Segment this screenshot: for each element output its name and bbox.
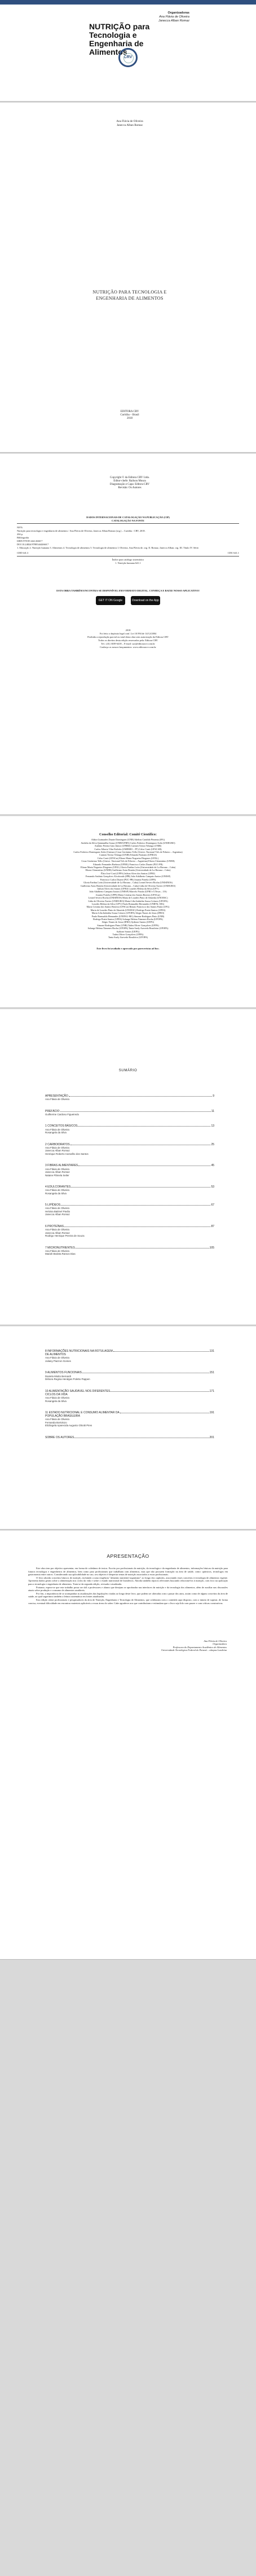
board-member-row: Francisco Carlos Duarte (PUC-PR) Josania Portela (UFPI) bbox=[100, 878, 156, 881]
publisher-name: EDITORA CRV bbox=[120, 410, 139, 413]
credit-line: Revisão: Os Autores bbox=[118, 487, 142, 489]
board-member-row: Antônio Pereira Gaio Júnior (UFRRJ) Carmen Tereza Velanga (UNIR) bbox=[94, 844, 162, 848]
presentation-paragraph: Esta edição reúne profissionais e pesquisadores da área de Nutrição, Engenharia e Tecnologia de Alimentos, que colaboram com o conteúdo aqui disposto, com o intuito de superar, de forma concisa, eventual dificuldade em encontrar materiais aplicáveis a essas áreas do saber. Cabe agradecer aos que contribuíram e estimulam que o livro seja lido com prazer e com críticas construtivas. bbox=[28, 1598, 228, 1605]
signature-line: Universidade Tecnológica Federal do Paraná – câmpus Londrina bbox=[161, 1649, 227, 1652]
toc-entry-author: Rodrigo Henrique Pereira de Souza bbox=[45, 1234, 85, 1238]
legal-note: Proibida a reprodução parcial ou total desta obra sem autorização da Editora CRV bbox=[87, 636, 169, 638]
cip-classification bbox=[17, 551, 239, 557]
toc-leader-dots bbox=[76, 1246, 209, 1248]
editorial-board-page bbox=[0, 816, 256, 1008]
organizers-label: Organizadoras bbox=[167, 11, 189, 15]
board-member-row: Aldira Guimarães Duarte Domínguez (UNB) Adelino Candido Pimenta (IFG) bbox=[91, 838, 165, 842]
toc-entry-author: Janecca Alban Romaz bbox=[45, 1213, 70, 1216]
toc-entry-author: Janecca Alban Romaz bbox=[45, 1231, 70, 1234]
toc-entry-author: Henrique Roberto Carvalho dos Santos bbox=[45, 1152, 89, 1155]
credit-line: Editor-chefe: Railson Moura bbox=[113, 480, 146, 483]
credit-line: Copyright © da Editora CRV Ltda. bbox=[110, 476, 149, 479]
board-member-row: Tadeu Oliver Gonçalves (UFPA) bbox=[112, 933, 144, 936]
credit-line: Diagramação e Capa: Editora CRV bbox=[109, 483, 150, 486]
publisher-city: Curitiba – Brasil bbox=[120, 414, 139, 417]
editorial-board bbox=[28, 833, 228, 950]
toc-entry-label: 8 INFORMAÇÕES NUTRICIONAIS NA ROTULAGEM DE ALIMENTOS bbox=[45, 1350, 113, 1357]
toc-page-2 bbox=[0, 1326, 256, 1530]
board-member-row: Paulo Romualdo Hernandes (UNIFAL-MG) Simone Rodrigues Pinto (UNB) bbox=[91, 914, 165, 918]
app-store-promo bbox=[17, 589, 239, 611]
publisher-info bbox=[101, 410, 158, 420]
cip-header bbox=[17, 516, 239, 524]
toc-entry-author: Mariah Bedeta Ramos Dias bbox=[45, 1252, 76, 1256]
toc-entry-author: Ana Flávia de Oliveira bbox=[45, 1128, 69, 1131]
toc-page-number: 151 bbox=[209, 1371, 214, 1375]
google-play-badge[interactable]: GET IT ON Google Play bbox=[96, 596, 125, 605]
legal-note: Todos os direitos desta edição reservados pela: Editora CRV bbox=[98, 639, 158, 642]
toc-entry-heading bbox=[45, 1142, 214, 1146]
board-member-row: Gloria Fariñas León (Universidade de La Havana – Cuba) Leonel Severo Rocha (UNISINOS) bbox=[83, 881, 173, 884]
toc-leader-dots bbox=[111, 1389, 209, 1392]
toc-page-number: 191 bbox=[209, 1411, 214, 1415]
toc-page-number: 201 bbox=[209, 1435, 214, 1439]
toc-entry-author: Ana Flávia de Oliveira bbox=[45, 1249, 69, 1252]
cip-line: ISBN 978-85-444-2660-7 bbox=[17, 540, 43, 542]
toc-page-number: 105 bbox=[209, 1246, 214, 1250]
board-member-row: Sérgio Nunes de Jesus (IFRO) Sydione Santos (UEPG) bbox=[101, 921, 155, 924]
cip-header-line: CATALOGAÇÃO NA FONTE bbox=[112, 519, 144, 522]
presentation-text bbox=[28, 1567, 228, 1605]
presentation-paragraph: Portanto, espera-se que este trabalho possa ser útil a professores e alunos que desejam se aprofundar nas interfaces da nutrição e da tecnologia dos alimentos, além de auxiliar nas discussões atuais sobre produção e consumo de alimentos saudáveis. bbox=[28, 1585, 228, 1592]
toc-entry[interactable] bbox=[45, 1349, 214, 1363]
toc-page-number: 25 bbox=[211, 1142, 214, 1146]
toc-entry[interactable] bbox=[45, 1435, 214, 1439]
toc-leader-dots bbox=[78, 1163, 210, 1166]
toc-entry[interactable] bbox=[45, 1410, 214, 1427]
toc-leader-dots bbox=[120, 1410, 209, 1413]
toc-entry-heading bbox=[45, 1203, 214, 1207]
toc-entry[interactable] bbox=[45, 1224, 214, 1238]
toc-entry-heading bbox=[45, 1094, 214, 1098]
toc-entry-label: 9 ALIMENTOS FUNCIONAIS bbox=[45, 1371, 82, 1375]
book-title-line: ENGENHARIA DE ALIMENTOS bbox=[96, 296, 164, 301]
board-member-row: Celso Conti (UFSCar) Elione Maria Nogueira Diogenes (UFAL) bbox=[97, 856, 159, 860]
publisher-logo: CRV bbox=[118, 48, 138, 67]
cdu-code: CDU 641.1 bbox=[227, 551, 239, 554]
author-name: Janecca Alban Romaz bbox=[117, 124, 143, 127]
toc-entry-author: Heloisa Batimel Pavão bbox=[45, 1210, 70, 1213]
toc-list bbox=[45, 1349, 214, 1447]
toc-entry-label: APRESENTAÇÃO bbox=[45, 1094, 68, 1098]
toc-entry-author: Débora Regina Hendges Poletto Pappen bbox=[45, 1378, 90, 1381]
toc-entry[interactable] bbox=[45, 1246, 214, 1256]
toc-page-number: 45 bbox=[211, 1164, 214, 1168]
cip-line: Bibliografia bbox=[17, 536, 29, 539]
toc-entry[interactable] bbox=[45, 1142, 214, 1156]
presentation-paragraph: Por fim, a importância de se acompanhar as atualizações das legislações citadas ao longo deste livro, que podem ser alteradas com o passar dos anos, assim como de alguns conceitos da área de saúde, ao qual sugerimos também a leitura sistemática em fontes atualizadas. bbox=[28, 1592, 228, 1598]
toc-entry-author: Juliany Piazzon Gomes bbox=[45, 1359, 71, 1363]
toc-leader-dots bbox=[64, 1224, 210, 1227]
toc-entry-heading bbox=[45, 1389, 214, 1396]
toc-entry-label: 2 CARBOIDRATOS bbox=[45, 1142, 70, 1146]
publication-year: 2018 bbox=[127, 417, 133, 420]
toc-entry-author: Natane Pâmela Seiler bbox=[45, 1173, 69, 1177]
signature-line: Professora do Departamento Acadêmico de Alimentos bbox=[173, 1645, 227, 1649]
toc-leader-dots bbox=[60, 1109, 211, 1112]
board-member-row: Guillermo Arias Beatón (Universidade de La Havana – Cuba) Lídia de Oliveira Xavier (UNIEURO) bbox=[80, 884, 176, 887]
toc-page-number: 13 bbox=[211, 1124, 214, 1128]
toc-entry[interactable] bbox=[45, 1370, 214, 1381]
signature-line: Organizadora bbox=[213, 1642, 227, 1646]
toc-page-number: 67 bbox=[211, 1203, 214, 1207]
board-member-row: Cesar Gerónimo Tello (Univer .Nacional Três de Febrero – Argentina) Elizeu Clementino (UNEB) bbox=[81, 860, 175, 863]
cip-header-line: DADOS INTERNACIONAIS DE CATALOGAÇÃO NA PUBLICAÇÃO (CIP) bbox=[86, 516, 170, 519]
board-member-row: Carmen Tereza Velanga (UNIR) Eduardo Pazinato (UFRGS) bbox=[99, 853, 157, 857]
toc-entry-author: Rosangela da Silva bbox=[45, 1399, 67, 1403]
toc-entry-label: 3 FIBRAS ALIMENTARES bbox=[45, 1164, 78, 1168]
presentation-paragraph: Este obra tem por objetivo apresentar, em forma de coletânea de textos. Escrito por profissionais da nutrição, da tecnologia e da engenharia de alimentos, informações básicas da nutrição para futuros tecnologos e engenheiros de alimentos, bem como para profissionais que trabalham com alimentos, mas que não possuem formação na área de saúde, como: químicos, tecnologos em gastronomia entre outros. Considerando sua aplicabilidade no uso, seu objetivo é despertar temas de nutrição associados a essas profissionais. bbox=[28, 1567, 228, 1576]
toc-entry-heading bbox=[45, 1185, 214, 1189]
toc-leader-dots bbox=[113, 1349, 209, 1352]
legal-note: Tel.: (41) 3039-6418 – E-mail: sac@editoracrv.com.br bbox=[101, 642, 155, 645]
board-member-row: Josania Portela (UFPI) Maria Cristina dos Santos Bezerra (UFSCar) bbox=[95, 893, 161, 896]
legal-note: 2018 bbox=[125, 629, 131, 632]
toc-entry-heading bbox=[45, 1109, 214, 1113]
toc-entry-author: Daniela Miotto Bernardi bbox=[45, 1374, 71, 1378]
toc-leader-dots bbox=[61, 1203, 210, 1206]
cover-band bbox=[0, 0, 256, 5]
viewer-background bbox=[0, 1961, 256, 2576]
board-members bbox=[28, 838, 228, 939]
signature-line: Ana Flávia de Oliveira bbox=[204, 1640, 227, 1642]
toc-entry[interactable] bbox=[45, 1203, 214, 1216]
cover-organizers bbox=[158, 11, 189, 23]
toc-leader-dots bbox=[78, 1124, 210, 1127]
board-member-row: Elione Maria Nogueira Diogenes (UFAL) Gloria Fariñas León (Universidade de La Havana – Cuba) bbox=[80, 866, 176, 869]
board-member-row: Lourdes Helena da Silva (UFV) Paulo Romualdo Hernandes (UNIFAL-MG) bbox=[91, 902, 165, 905]
toc-entry[interactable] bbox=[45, 1185, 214, 1195]
toc-entry-label: SOBRE OS AUTORES bbox=[45, 1435, 74, 1439]
toc-entry[interactable] bbox=[45, 1124, 214, 1134]
board-member-row: Lídia de Oliveira Xavier (UNIEURO) Maria Lília Imbiriba Sousa Colares (UFOPA) bbox=[88, 899, 168, 903]
legal-notes bbox=[17, 629, 239, 649]
toc-entry[interactable] bbox=[45, 1163, 214, 1177]
catalog-index-title: Índice para catálogo sistemático bbox=[112, 558, 144, 561]
toc-entry-author: Guilherme Cardoso Figueiredo bbox=[45, 1112, 80, 1116]
cover-page bbox=[0, 0, 256, 102]
board-member-row: Eduardo Fernandes Barbosa (UFMG) Francisco Carlos Duarte (PUC-PR) bbox=[93, 862, 163, 866]
presentation-paragraph: O livro aborda conceitos básicos de nutrição, incluindo a uma exigência "alimento nutriente-organismo" ao longo dos capítulos, associando esses conceitos à tecnologia de alimentos vigente. Apresenta dados gerais sobre a alimentação nos ciclos da vida e sobre o estado nutricional de brasileiros. Aborda também tópicos relevantes buscando relacioná-los à nutrição, com foco na aplicação para a tecnologia e engenharia de alimentos. Trata-se da segunda edição, revisada e atualizada. bbox=[28, 1576, 228, 1585]
toc-entry-heading bbox=[45, 1246, 214, 1250]
cip-line: DOI 10.24824/978854442660.7 bbox=[17, 543, 49, 546]
toc-leader-dots bbox=[71, 1185, 210, 1188]
toc-entry-author: Ana Flávia de Oliveira bbox=[45, 1207, 69, 1210]
cip-record bbox=[17, 516, 239, 565]
toc-page-number: 171 bbox=[209, 1389, 214, 1393]
catalog-index-item: 1. Nutrição humana 641.1 bbox=[115, 562, 141, 564]
toc-page-number: 131 bbox=[209, 1350, 214, 1353]
toc-page-number: 87 bbox=[211, 1224, 214, 1228]
toc-leader-dots bbox=[70, 1142, 211, 1145]
toc-entry-author: Ana Flávia de Oliveira bbox=[45, 1228, 69, 1232]
toc-entry-label: 4 EDULCORANTES bbox=[45, 1185, 71, 1189]
cip-line: 204 p. bbox=[17, 533, 23, 536]
toc-entry-heading bbox=[45, 1435, 214, 1439]
author-name: Ana Flávia de Oliveira bbox=[116, 120, 143, 123]
board-member-row: Maria Cristina dos Santos Bezerra (UFSCar) Renato Francisco dos Santos Paula (UFG) bbox=[86, 905, 170, 909]
toc-entry-heading bbox=[45, 1163, 214, 1167]
credits-block bbox=[34, 476, 226, 490]
board-member-row: Maria Lília Imbiriba Sousa Colares (UFOPA) Sérgio Nunes de Jesus (IFRO) bbox=[91, 912, 165, 915]
toc-page-1 bbox=[0, 1009, 256, 1325]
organizer-name: Ana Flávia de Oliveira bbox=[159, 15, 189, 19]
board-member-row: Jailson Alves dos Santos (UFRJ) Lourdes Helena da Silva (UFV) bbox=[97, 887, 159, 890]
toc-entry[interactable] bbox=[45, 1109, 214, 1116]
toc-page-number: 11 bbox=[211, 1109, 214, 1113]
toc-entry-label: 5 LIPÍDEOS bbox=[45, 1203, 61, 1207]
toc-entry-author: Ana Flávia de Oliveira bbox=[45, 1396, 69, 1400]
legal-note: Conheça os nossos lançamentos: www.editoracrv.com.br bbox=[100, 646, 156, 649]
toc-entry-label: 1 CONCEITOS BÁSICOS bbox=[45, 1124, 78, 1128]
book-title-line: NUTRIÇÃO PARA TECNOLOGIA E bbox=[92, 290, 167, 295]
store-note: ESTA OBRA TAMBÉM ENCONTRA-SE DISPONÍVEL EM FORMATO DIGITAL. CONHEÇA E BAIXE NOSSO APLICATIVO! bbox=[56, 589, 200, 592]
toc-entry-heading bbox=[45, 1349, 214, 1356]
toc-entry-author: Rosangela da Silva bbox=[45, 1191, 67, 1195]
board-member-row: Solange Helena Ximenes-Rocha (UFOPA) Tania Suely Azevedo Brasileiro (UFOPA) bbox=[87, 927, 169, 930]
title-page-authors bbox=[101, 120, 158, 128]
board-footer: Este livro foi avaliado e aprovado por pareceristas ad hoc. bbox=[96, 947, 160, 950]
presentation-title: APRESENTAÇÃO bbox=[107, 1553, 149, 1559]
toc-entry-label: 11 ESTADO NUTRICIONAL E CONSUMO ALIMENTAR DA POPULAÇÃO BRASILEIRA bbox=[45, 1411, 120, 1418]
board-title: Conselho Editorial: Comitê Científico: bbox=[99, 833, 157, 836]
cip-line: N976 bbox=[17, 526, 23, 529]
board-member-row: Carlos Federico Dominguez Avila (Unieuro) Cesar Gerónimo Tello (Univer .Nacional Três de Febrero – Argentina) bbox=[73, 851, 183, 854]
board-member-row: Tania Suely Azevedo Brasileiro (UFOPA) bbox=[108, 936, 148, 939]
board-member-row: Carlos Alberto Vilar Estêvão (UMINHO – PT) Celso Conti (UFSCAR) bbox=[94, 847, 162, 851]
toc-entry-author: Elizângela Aparecida Augusto Ghiotti Pires bbox=[45, 1424, 92, 1427]
toc-entry-author: Ana Flávia de Oliveira bbox=[45, 1189, 69, 1192]
board-member-row: Elizeu Clementino (UNEB) Guillermo Arias Beatón (Universidade de La Havana – Cuba) bbox=[85, 869, 171, 872]
toc-entry-label: 7 MICRONUTRIENTES bbox=[45, 1246, 75, 1250]
legal-note: Foi feito o depósito legal conf. Lei 10.994 de 14/12/2004 bbox=[99, 632, 157, 635]
toc-entry-author: Rosangela da Silva bbox=[45, 1131, 67, 1134]
cover-title: NUTRIÇÃO para Tecnologia e Engenharia de Alimentos bbox=[89, 22, 150, 56]
cdd-code: CDD 641.3 bbox=[17, 551, 29, 554]
toc-entry[interactable] bbox=[45, 1389, 214, 1403]
title-page bbox=[0, 103, 256, 453]
toc-page-number: 53 bbox=[211, 1185, 214, 1189]
cip-line: Nutrição para tecnologia e engenharia de alimentos / Ana Flávia de Oliveira, Janecca Alban Romaz (org.) – Curitiba : CRV, 2018. bbox=[17, 529, 145, 532]
presentation-signature bbox=[161, 1640, 227, 1652]
toc-entry-label: PREFÁCIO bbox=[45, 1109, 60, 1113]
toc-leader-dots bbox=[69, 1094, 212, 1097]
toc-entry-heading bbox=[45, 1370, 214, 1374]
toc-entry-author: Ana Flávia de Oliveira bbox=[45, 1418, 69, 1421]
toc-entry-author: Ana Flávia de Oliveira bbox=[45, 1167, 69, 1171]
toc-entry-label: 6 PROTEÍNAS bbox=[45, 1224, 64, 1228]
toc-entry-author: Ana Flávia de Oliveira bbox=[45, 1146, 69, 1149]
toc-entry[interactable] bbox=[45, 1094, 214, 1101]
credits-page bbox=[0, 454, 256, 815]
toc-entry-author: Ana Flávia de Oliveira bbox=[45, 1098, 69, 1101]
board-member-row: Rodrigo Pratte-Santos (UFES) Solange Helena Ximenes-Rocha (UFOPA) bbox=[93, 917, 163, 921]
toc-page-number: 9 bbox=[213, 1094, 214, 1098]
toc-entry-heading bbox=[45, 1410, 214, 1418]
toc-entry-author: Janecca Alban Romaz bbox=[45, 1171, 70, 1174]
board-member-row: Sydione Santos (UEPG) bbox=[116, 930, 140, 933]
toc-title: SUMÁRIO bbox=[118, 1068, 138, 1072]
toc-leader-dots bbox=[74, 1435, 209, 1438]
board-member-row: Leonel Severo Rocha (UNISINOS) Maria de Lourdes Pinto de Almeida (UNOESC) bbox=[88, 896, 168, 900]
board-member-row: Élsio José Corá (UFFS) Jailson Alves dos Santos (UFRJ) bbox=[101, 871, 155, 875]
board-member-row: Maria de Lourdes Pinto de Almeida (UNOESC) Rodrigo Pratte-Santos (UFES) bbox=[90, 908, 166, 912]
board-member-row: Fernando Antônio Gonçalves Alcoforado (IPB) João Adalberto Campato Junior (UNESP) bbox=[85, 875, 171, 878]
board-member-row: João Adalberto Campato Junior (UNESP) Marcelo Paixão (UFRJ e UTexas – US) bbox=[89, 890, 167, 893]
organizer-name: Janecca Alban Romaz bbox=[158, 19, 189, 23]
toc-entry-author: Ana Flávia de Oliveira bbox=[45, 1356, 69, 1360]
toc-entry-heading bbox=[45, 1224, 214, 1228]
book-title bbox=[51, 289, 209, 301]
toc-entry-author: Janecca Alban Romaz bbox=[45, 1149, 70, 1153]
board-member-row: Simone Rodrigues Pinto (UNB) Tadeu Oliver Gonçalves (UFPA) bbox=[97, 923, 159, 927]
cip-line: 1. Educação 2. Nutrição humana 3. Alimentos 4. Tecnologia de alimentos 5. Tecnologia de alimentos I. Oliveira, Ana Flávia de. org. II. Romaz, Janecca Alban. org. III. Título IV. Série. bbox=[17, 546, 200, 549]
presentation-page bbox=[0, 1531, 256, 1960]
toc-leader-dots bbox=[82, 1370, 209, 1373]
toc-entry-label: 10 ALIMENTAÇÃO SAUDÁVEL NOS DIFERENTES CICLOS DA VIDA bbox=[45, 1389, 111, 1396]
board-member-row: Andréia da Silva Quintanilha Sousa (UNIR/UFRN) Carlos Federico Dominguez Avila (UNIEURO) bbox=[81, 841, 175, 844]
toc-entry-author: Fernanda Bortolozo bbox=[45, 1421, 67, 1424]
toc-list bbox=[45, 1094, 214, 1264]
app-store-badge[interactable]: Download on the App Store bbox=[131, 596, 160, 605]
toc-entry-heading bbox=[45, 1124, 214, 1128]
